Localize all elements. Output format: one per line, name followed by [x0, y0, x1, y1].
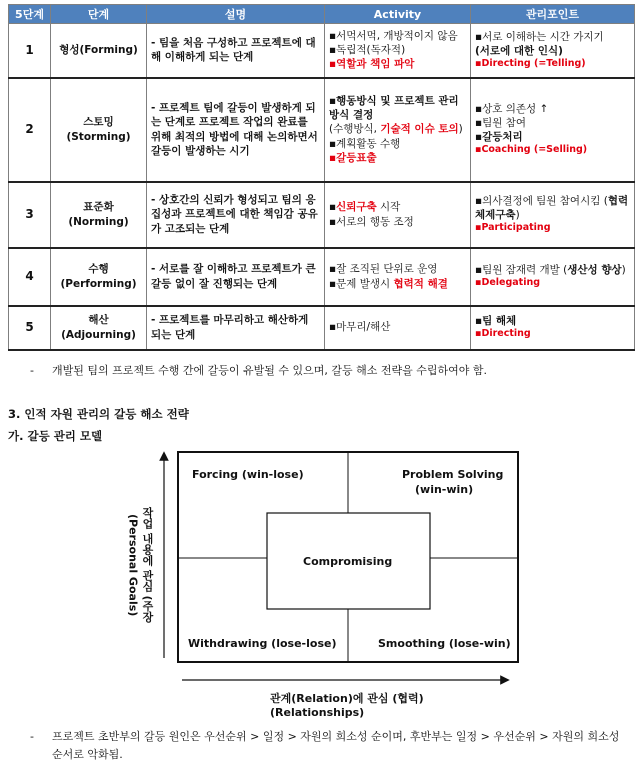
point-item: (서로에 대한 인식): [475, 44, 563, 57]
subsection-title: 가. 갈등 관리 모델: [8, 429, 103, 443]
activity-item: ▪문제 발생시 협력적 해결: [329, 277, 448, 290]
activity-item: ▪갈등표출: [329, 151, 377, 164]
stage-management-point: [471, 306, 635, 350]
stage-activity: [325, 24, 471, 78]
y-axis-label-english: (Personal Goals): [126, 513, 140, 617]
table-row: [9, 248, 635, 306]
stage-activity: [325, 182, 471, 248]
forcing-label: Forcing (win-lose): [192, 468, 304, 481]
withdrawing-label: Withdrawing (lose-lose): [188, 637, 337, 650]
header-activity: Activity: [325, 5, 471, 24]
section-title: 3. 인적 자원 관리의 갈등 해소 전략: [8, 407, 189, 421]
header-stage: 단계: [51, 5, 147, 24]
smoothing-label: Smoothing (lose-win): [378, 637, 511, 650]
note-conflict: [30, 362, 620, 380]
point-item: ▪의사결정에 팀원 참여시킴 (협력체제구축): [475, 194, 629, 222]
stage-management-point: [471, 248, 635, 306]
point-item: ▪Delegating: [475, 277, 541, 289]
stage-number: 3: [9, 182, 51, 248]
stage-name: 해산(Adjourning): [51, 306, 147, 350]
point-item: ▪팀원 참여: [475, 117, 527, 129]
activity-item: ▪행동방식 및 프로젝트 관리 방식 결정: [329, 95, 459, 122]
point-item: ▪서로 이해하는 시간 가지기: [475, 30, 604, 43]
point-item: ▪팀원 잠재력 개발 (생산성 향상): [475, 264, 626, 276]
note-dash: -: [30, 364, 34, 377]
activity-item: ▪독립적(독자적): [329, 44, 406, 57]
x-axis-label-korean: 관계(Relation)에 관심 (협력): [270, 692, 424, 705]
stage-name: 표준화(Norming): [51, 182, 147, 248]
table-row: [9, 306, 635, 350]
team-stages-table: [8, 4, 635, 351]
stage-number: 1: [9, 24, 51, 78]
point-item: ▪Coaching (=Selling): [475, 144, 588, 156]
problem-solving-sublabel: (win-win): [415, 483, 474, 496]
stage-management-point: [471, 78, 635, 182]
stage-management-point: [471, 24, 635, 78]
stage-number: 4: [9, 248, 51, 306]
activity-item: ▪잘 조직된 단위로 운영: [329, 263, 438, 276]
problem-solving-label: Problem Solving: [402, 468, 504, 481]
stage-number: 2: [9, 78, 51, 182]
table-row: [9, 182, 635, 248]
stage-management-point: [471, 182, 635, 248]
note-dash: -: [30, 730, 34, 743]
activity-item: (수행방식, 기술적 이슈 토의): [329, 123, 463, 136]
note-priority: [30, 728, 628, 763]
point-item: ▪Directing: [475, 328, 531, 340]
point-item: ▪Participating: [475, 222, 551, 234]
note-text: 개발된 팀의 프로젝트 수행 간에 갈등이 유발될 수 있으며, 갈등 해소 전략을 수립하여야 함.: [52, 364, 487, 377]
y-axis-label: [122, 480, 154, 650]
activity-item: ▪서로의 행동 조정: [329, 215, 414, 228]
header-management-point: 관리포인트: [471, 5, 635, 24]
stage-number: 5: [9, 306, 51, 350]
stage-name: 수행(Performing): [51, 248, 147, 306]
point-item: ▪상호 의존성 ↑: [475, 102, 549, 115]
activity-item: ▪역할과 책임 파악: [329, 58, 415, 71]
stage-name: 스토밍(Storming): [51, 78, 147, 182]
compromising-label: Compromising: [303, 555, 393, 568]
point-item: ▪갈등처리: [475, 131, 523, 144]
stage-activity: [325, 78, 471, 182]
table-header-row: [9, 5, 635, 24]
header-stage-number: 5단계: [9, 5, 51, 24]
note-text: 프로젝트 초반부의 갈등 원인은 우선순위 > 일정 > 자원의 희소성 순이며, 후반부는 일정 > 우선순위 > 자원의 희소성 순서로 악화됨.: [52, 730, 620, 761]
x-axis-label-english: (Relationships): [270, 706, 365, 719]
activity-item: ▪신뢰구축 시작: [329, 201, 401, 214]
stage-activity: [325, 248, 471, 306]
y-axis-label-korean: 작업 내용에 관심 (주장: [141, 507, 154, 623]
table-row: [9, 24, 635, 78]
stage-description: - 팀을 처음 구성하고 프로젝트에 대해 이해하게 되는 단계: [147, 24, 325, 78]
activity-item: ▪마무리/해산: [329, 321, 391, 334]
table-row: [9, 78, 635, 182]
header-description: 설명: [147, 5, 325, 24]
conflict-management-diagram: [120, 440, 530, 725]
stage-description: - 프로젝트 팀에 갈등이 발생하게 되는 단계로 프로젝트 작업의 완료를 위해 최적의 방법에 대해 논의하면서 갈등이 발생하는 시기: [147, 78, 325, 182]
point-item: ▪팀 해체: [475, 315, 517, 327]
stage-description: - 서로를 잘 이해하고 프로젝트가 큰 갈등 없이 잘 진행되는 단계: [147, 248, 325, 306]
stage-name: 형성(Forming): [51, 24, 147, 78]
stage-activity: [325, 306, 471, 350]
stage-description: - 상호간의 신뢰가 형성되고 팀의 응집성과 프로젝트에 대한 책임감 공유가 고조되는 단계: [147, 182, 325, 248]
point-item: ▪Directing (=Telling): [475, 58, 586, 70]
activity-item: ▪서먹서먹, 개방적이지 않음: [329, 29, 458, 42]
stage-description: - 프로젝트를 마무리하고 해산하게 되는 단계: [147, 306, 325, 350]
activity-item: ▪계획활동 수행: [329, 137, 401, 150]
